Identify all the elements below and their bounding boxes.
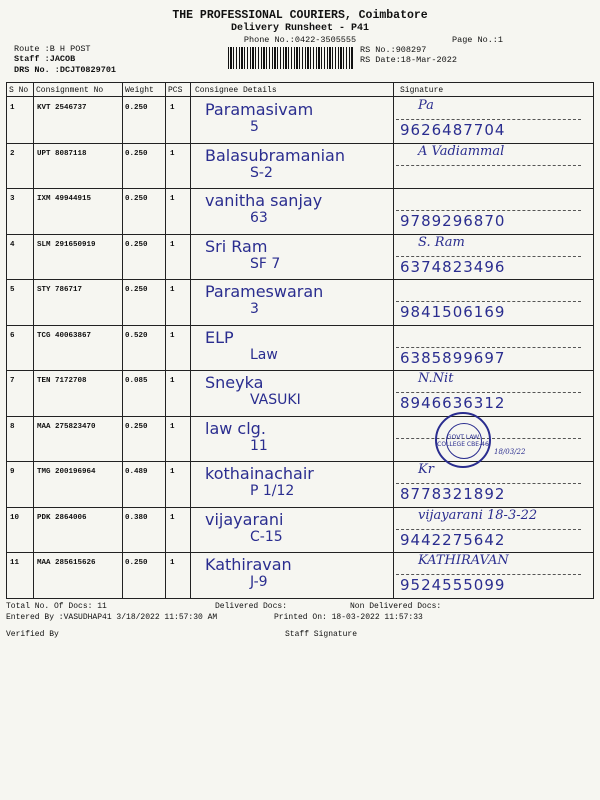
header-consignment: Consignment No (36, 86, 104, 95)
recipient-phone: 9789296870 (400, 212, 506, 230)
header-consignee: Consignee Details (195, 86, 277, 95)
delivered-docs: Delivered Docs: (215, 602, 288, 611)
recipient-phone: 9626487704 (400, 121, 506, 139)
row-serial: 9 (10, 468, 15, 476)
drs-line (14, 65, 116, 75)
recipient-phone: 9841506169 (400, 303, 506, 321)
consignee-detail: 5 (250, 119, 259, 135)
verified-by: Verified By (6, 630, 59, 639)
pcs-value: 1 (170, 377, 175, 385)
consignee-detail: 3 (250, 301, 259, 317)
route-label: Route : (14, 44, 50, 54)
signature-line (396, 347, 581, 348)
stamp-date-note: 18/03/22 (494, 448, 526, 456)
row-serial: 6 (10, 331, 15, 340)
consignment-number: MAA 275823470 (37, 422, 96, 431)
signature: S. Ram (418, 234, 465, 250)
consignee-name: ELP (205, 327, 234, 347)
consignment-number: IXM 49944915 (37, 195, 92, 203)
signature-line (396, 119, 581, 120)
signature: vijayarani 18-3-22 (418, 507, 538, 523)
route-line (14, 44, 91, 54)
non-delivered-docs: Non Delivered Docs: (350, 602, 442, 611)
pcs-value: 1 (170, 559, 175, 567)
document-title: THE PROFESSIONAL COURIERS, Coimbatore (172, 9, 428, 22)
consignee-detail: 11 (250, 437, 268, 454)
weight-value: 0.250 (125, 104, 148, 112)
consignment-number: UPT 8087118 (37, 149, 87, 158)
row-divider (6, 416, 594, 417)
signature-line (396, 210, 581, 211)
row-serial: 3 (10, 195, 15, 203)
consignment-number: MAA 285615626 (37, 559, 96, 567)
row-divider (6, 279, 594, 280)
runsheet-subtitle: Delivery Runsheet - P41 (230, 23, 370, 34)
row-divider (6, 325, 594, 326)
consignee-detail: SF 7 (250, 255, 281, 272)
consignee-name: vanitha sanjay (205, 191, 323, 210)
recipient-phone: 8946636312 (400, 394, 506, 412)
row-serial: 7 (10, 377, 15, 385)
consignee-name: Parameswaran (205, 282, 324, 301)
row-serial: 2 (10, 149, 15, 158)
pcs-value: 1 (170, 468, 175, 476)
row-serial: 10 (10, 513, 20, 522)
rs-date: RS Date:18-Mar-2022 (360, 55, 457, 65)
consignee-name: law clg. (205, 418, 266, 438)
signature: Pa (418, 98, 434, 113)
recipient-phone: 9442275642 (400, 530, 506, 549)
staff-label: Staff : (14, 54, 50, 64)
recipient-phone: 9524555099 (400, 576, 506, 594)
consignee-detail: VASUKI (250, 392, 301, 408)
consignment-number: SLM 291650919 (37, 240, 96, 249)
weight-value: 0.085 (125, 377, 148, 385)
signature-line (396, 256, 581, 257)
staff-line (14, 54, 75, 64)
row-serial: 4 (10, 240, 15, 249)
consignee-name: Sneyka (205, 373, 264, 392)
consignee-name: Paramasivam (205, 100, 314, 119)
signature: KATHIRAVAN (418, 553, 509, 568)
weight-value: 0.250 (125, 559, 148, 567)
row-serial: 8 (10, 422, 15, 431)
weight-value: 0.250 (125, 149, 148, 158)
row-divider (6, 370, 594, 371)
staff-signature: Staff Signature (285, 630, 358, 639)
weight-value: 0.250 (125, 195, 148, 203)
route-value: B H POST (49, 44, 91, 54)
row-serial: 5 (10, 286, 15, 294)
consignment-number: KVT 2546737 (37, 104, 87, 112)
consignee-name: Kathiravan (205, 555, 292, 574)
consignee-detail: C-15 (250, 528, 283, 545)
consignment-number: TMG 200196964 (37, 468, 96, 476)
staff-value: JACOB (49, 54, 76, 64)
pcs-value: 1 (170, 513, 175, 522)
pcs-value: 1 (170, 104, 175, 112)
total-docs: Total No. Of Docs: 11 (6, 602, 107, 611)
consignee-detail: 63 (250, 210, 268, 226)
consignee-name: kothainachair (205, 464, 314, 483)
signature-line (396, 574, 581, 575)
pcs-value: 1 (170, 422, 175, 431)
header-weight: Weight (125, 86, 154, 95)
row-divider (6, 188, 594, 189)
phone-number: Phone No.:0422-3505555 (243, 35, 357, 45)
consignee-detail: P 1/12 (250, 483, 295, 499)
row-divider (6, 461, 594, 462)
pcs-value: 1 (170, 149, 175, 158)
college-stamp (435, 412, 491, 468)
entered-by: Entered By :VASUDHAP41 3/18/2022 11:57:30 AM (6, 613, 218, 622)
consignment-number: STY 786717 (37, 286, 83, 294)
consignee-name: Sri Ram (205, 236, 268, 256)
consignment-number: PDK 2864006 (37, 513, 87, 522)
rs-number: RS No.:908297 (360, 45, 427, 55)
signature-line (396, 529, 581, 530)
signature: A Vadiammal (418, 143, 505, 159)
row-divider (6, 143, 594, 144)
signature-line (396, 392, 581, 393)
recipient-phone: 6374823496 (400, 257, 506, 276)
consignment-number: TEN 7172708 (37, 377, 87, 385)
signature-line (396, 483, 581, 484)
consignment-number: TCG 40063867 (37, 331, 92, 340)
pcs-value: 1 (170, 195, 175, 203)
consignee-detail: Law (250, 346, 278, 363)
consignee-name: vijayarani (205, 509, 284, 529)
stamp-text: GOVT LAW COLLEGE CBE-46 (437, 434, 489, 448)
row-divider (6, 234, 594, 235)
drs-value: DCJT0829701 (59, 65, 117, 75)
pcs-value: 1 (170, 331, 175, 340)
weight-value: 0.380 (125, 513, 148, 522)
weight-value: 0.250 (125, 240, 148, 249)
signature: N.Nit (418, 371, 454, 386)
weight-value: 0.250 (125, 286, 148, 294)
header-pcs: PCS (168, 86, 183, 95)
header-sno: S No (9, 86, 29, 95)
weight-value: 0.489 (125, 468, 148, 476)
consignee-detail: J-9 (250, 574, 268, 590)
pcs-value: 1 (170, 240, 175, 249)
weight-value: 0.250 (125, 422, 148, 431)
signature: Kr (418, 462, 434, 477)
row-serial: 11 (10, 559, 20, 567)
header-signature: Signature (400, 86, 444, 95)
row-serial: 1 (10, 104, 15, 112)
recipient-phone: 6385899697 (400, 348, 506, 367)
pcs-value: 1 (170, 286, 175, 294)
page-number: Page No.:1 (452, 35, 504, 45)
printed-on: Printed On: 18-03-2022 11:57:33 (274, 613, 423, 622)
consignee-detail: S-2 (250, 164, 273, 181)
signature-line (396, 301, 581, 302)
drs-label: DRS No. : (14, 65, 60, 75)
consignee-name: Balasubramanian (205, 145, 345, 165)
weight-value: 0.520 (125, 331, 148, 340)
recipient-phone: 8778321892 (400, 485, 506, 503)
barcode (228, 47, 354, 69)
signature-line (396, 165, 581, 166)
